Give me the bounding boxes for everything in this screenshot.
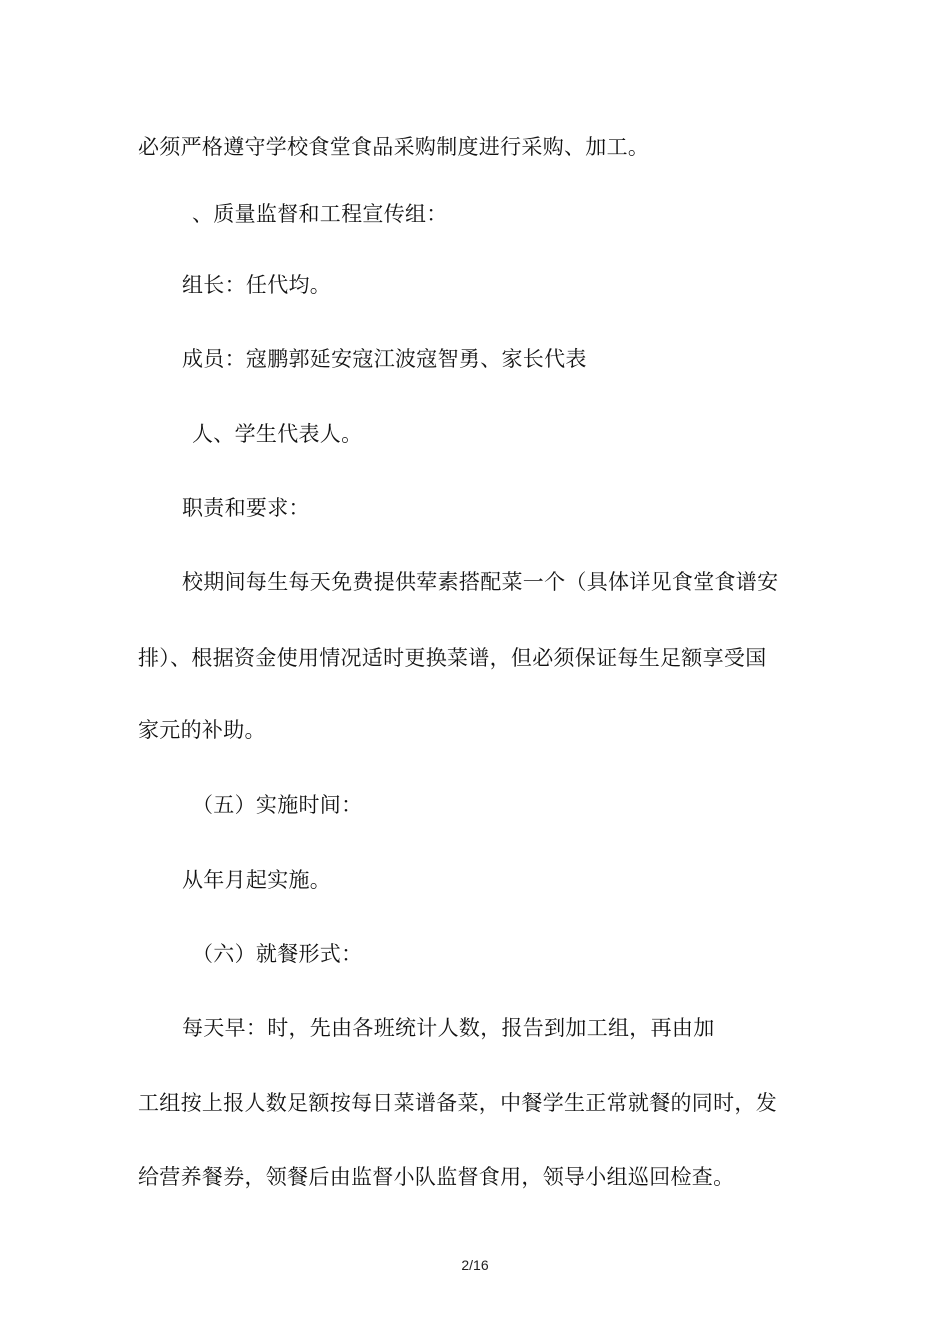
heading-implementation-time: （五）实施时间： xyxy=(192,793,363,817)
text-line-procurement: 必须严格遵守学校食堂食品采购制度进行采购、加工。 xyxy=(138,135,650,159)
text-line-members: 成员：寇鹏郭延安寇江波寇智勇、家长代表 xyxy=(182,347,587,371)
text-line-duties-heading: 职责和要求： xyxy=(182,496,310,520)
text-line-representatives: 人、学生代表人。 xyxy=(192,422,363,446)
heading-quality-supervision: 、质量监督和工程宣传组： xyxy=(192,202,448,226)
text-line-meal-provision-3: 家元的补助。 xyxy=(138,718,266,742)
text-line-meal-provision-2: 排）、根据资金使用情况适时更换菜谱，但必须保证每生足额享受国 xyxy=(138,646,767,670)
text-line-group-leader: 组长：任代均。 xyxy=(182,273,332,297)
text-line-dining-1: 每天早：时，先由各班统计人数，报告到加工组，再由加 xyxy=(182,1016,715,1040)
text-line-meal-provision-1: 校期间每生每天免费提供荤素搭配菜一个（具体详见食堂食谱安 xyxy=(182,570,779,594)
heading-dining-format: （六）就餐形式： xyxy=(192,942,363,966)
text-line-dining-2: 工组按上报人数足额按每日菜谱备菜，中餐学生正常就餐的同时，发 xyxy=(138,1091,777,1115)
text-line-dining-3: 给营养餐券，领餐后由监督小队监督食用，领导小组巡回检查。 xyxy=(138,1165,735,1189)
text-line-start-date: 从年月起实施。 xyxy=(182,868,332,892)
page-number: 2/16 xyxy=(461,1257,489,1273)
